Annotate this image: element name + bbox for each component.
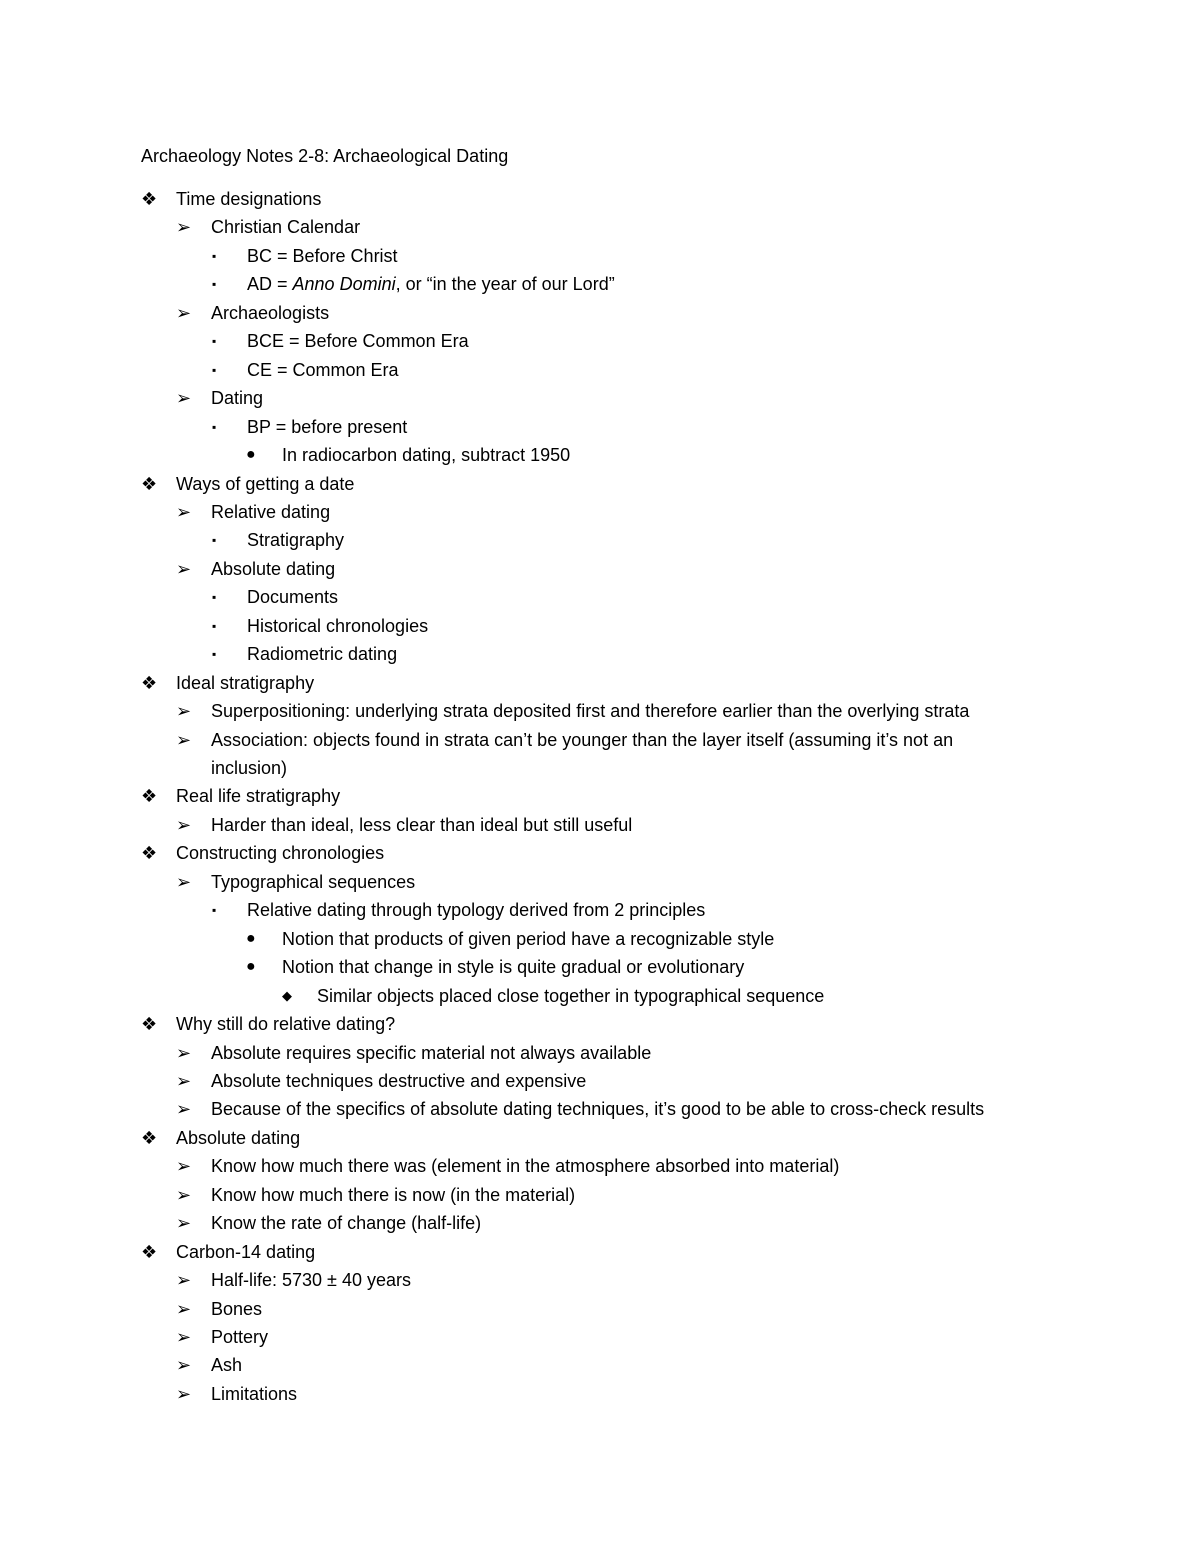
list-item-text: Harder than ideal, less clear than ideal but still useful — [211, 815, 633, 835]
arrow-bullet-icon: ➢ — [176, 1156, 192, 1176]
diamond-star-bullet-icon: ❖ — [141, 786, 158, 806]
dot-bullet-icon: ● — [246, 446, 256, 463]
dot-bullet-icon: ● — [246, 930, 256, 947]
arrow-bullet-icon: ➢ — [176, 1355, 192, 1375]
list-item-text — [247, 272, 615, 296]
list-item-text: Ways of getting a date — [176, 474, 355, 494]
arrow-bullet-icon: ➢ — [176, 1299, 192, 1319]
arrow-bullet-icon: ➢ — [176, 1270, 192, 1290]
square-bullet-icon: ▪ — [212, 363, 217, 377]
square-bullet-icon: ▪ — [212, 277, 217, 291]
arrow-bullet-icon: ➢ — [176, 701, 192, 721]
arrow-bullet-icon: ➢ — [176, 559, 192, 579]
diamond-star-bullet-icon: ❖ — [141, 1014, 158, 1034]
list-item-text: Dating — [211, 388, 264, 408]
square-bullet-icon: ▪ — [212, 903, 217, 917]
list-item-text: BC = Before Christ — [247, 246, 398, 266]
list-item-text: In radiocarbon dating, subtract 1950 — [282, 445, 571, 465]
list-item-text: inclusion) — [211, 758, 288, 778]
arrow-bullet-icon: ➢ — [176, 730, 192, 750]
list-item-text: Typographical sequences — [211, 872, 416, 892]
list-item-text: Time designations — [176, 189, 322, 209]
arrow-bullet-icon: ➢ — [176, 217, 192, 237]
list-item-text: Why still do relative dating? — [176, 1014, 396, 1034]
list-item-text: Carbon-14 dating — [176, 1242, 316, 1262]
list-item-text: Historical chronologies — [247, 616, 429, 636]
arrow-bullet-icon: ➢ — [176, 1071, 192, 1091]
diamond-star-bullet-icon: ❖ — [141, 843, 158, 863]
list-item-text: Know how much there is now (in the material) — [211, 1185, 576, 1205]
list-item-text: Know the rate of change (half-life) — [211, 1213, 482, 1233]
text-segment: , or “in the year of our Lord” — [395, 274, 615, 294]
list-item-text: Absolute requires specific material not always available — [211, 1043, 652, 1063]
list-item-text: Documents — [247, 587, 339, 607]
arrow-bullet-icon: ➢ — [176, 1099, 192, 1119]
arrow-bullet-icon: ➢ — [176, 1327, 192, 1347]
list-item-text: Because of the specifics of absolute dating techniques, it’s good to be able to cross-check results — [211, 1099, 985, 1119]
list-item-text: Absolute dating — [211, 559, 336, 579]
arrow-bullet-icon: ➢ — [176, 1213, 192, 1233]
dot-bullet-icon: ● — [246, 958, 256, 975]
square-bullet-icon: ▪ — [212, 590, 217, 604]
arrow-bullet-icon: ➢ — [176, 1384, 192, 1404]
arrow-bullet-icon: ➢ — [176, 1185, 192, 1205]
diamond-bullet-icon: ◆ — [282, 988, 292, 1003]
arrow-bullet-icon: ➢ — [176, 872, 192, 892]
square-bullet-icon: ▪ — [212, 533, 217, 547]
arrow-bullet-icon: ➢ — [176, 303, 192, 323]
document-title: Archaeology Notes 2-8: Archaeological Dating — [141, 146, 509, 166]
square-bullet-icon: ▪ — [212, 334, 217, 348]
arrow-bullet-icon: ➢ — [176, 1043, 192, 1063]
square-bullet-icon: ▪ — [212, 647, 217, 661]
list-item-text: BCE = Before Common Era — [247, 331, 469, 351]
diamond-star-bullet-icon: ❖ — [141, 1242, 158, 1262]
list-item-text: Notion that products of given period have a recognizable style — [282, 929, 775, 949]
arrow-bullet-icon: ➢ — [176, 502, 192, 522]
list-item-text: Superpositioning: underlying strata deposited first and therefore earlier than the overlying strata — [211, 701, 970, 721]
list-item-text: Stratigraphy — [247, 530, 345, 550]
list-item-text: Association: objects found in strata can’t be younger than the layer itself (assuming it’s not an — [211, 730, 954, 750]
list-item-text: Notion that change in style is quite gradual or evolutionary — [282, 957, 745, 977]
list-item-text: Similar objects placed close together in typographical sequence — [317, 986, 825, 1006]
list-item-text: Real life stratigraphy — [176, 786, 341, 806]
diamond-star-bullet-icon: ❖ — [141, 189, 158, 209]
list-item-text: Absolute dating — [176, 1128, 301, 1148]
diamond-star-bullet-icon: ❖ — [141, 1128, 158, 1148]
list-item-text: CE = Common Era — [247, 360, 399, 380]
arrow-bullet-icon: ➢ — [176, 388, 192, 408]
list-item-text: Ideal stratigraphy — [176, 673, 315, 693]
list-item-text: Half-life: 5730 ± 40 years — [211, 1270, 411, 1290]
list-item-text: Christian Calendar — [211, 217, 361, 237]
square-bullet-icon: ▪ — [212, 619, 217, 633]
italic-term: Anno Domini — [292, 274, 396, 294]
list-item-text: Know how much there was (element in the atmosphere absorbed into material) — [211, 1156, 840, 1176]
list-item-text: Archaeologists — [211, 303, 330, 323]
list-item-text: Relative dating through typology derived from 2 principles — [247, 900, 706, 920]
list-item-text: Bones — [211, 1299, 263, 1319]
arrow-bullet-icon: ➢ — [176, 815, 192, 835]
diamond-star-bullet-icon: ❖ — [141, 474, 158, 494]
list-item-text: BP = before present — [247, 417, 408, 437]
text-segment: AD = — [247, 274, 293, 294]
list-item-text: Absolute techniques destructive and expensive — [211, 1071, 587, 1091]
square-bullet-icon: ▪ — [212, 249, 217, 263]
list-item-text: Relative dating — [211, 502, 331, 522]
list-item-text: Radiometric dating — [247, 644, 398, 664]
list-item-text: Ash — [211, 1355, 243, 1375]
list-item-text: Limitations — [211, 1384, 298, 1404]
diamond-star-bullet-icon: ❖ — [141, 673, 158, 693]
list-item-text: Pottery — [211, 1327, 269, 1347]
square-bullet-icon: ▪ — [212, 420, 217, 434]
list-item-text: Constructing chronologies — [176, 843, 385, 863]
